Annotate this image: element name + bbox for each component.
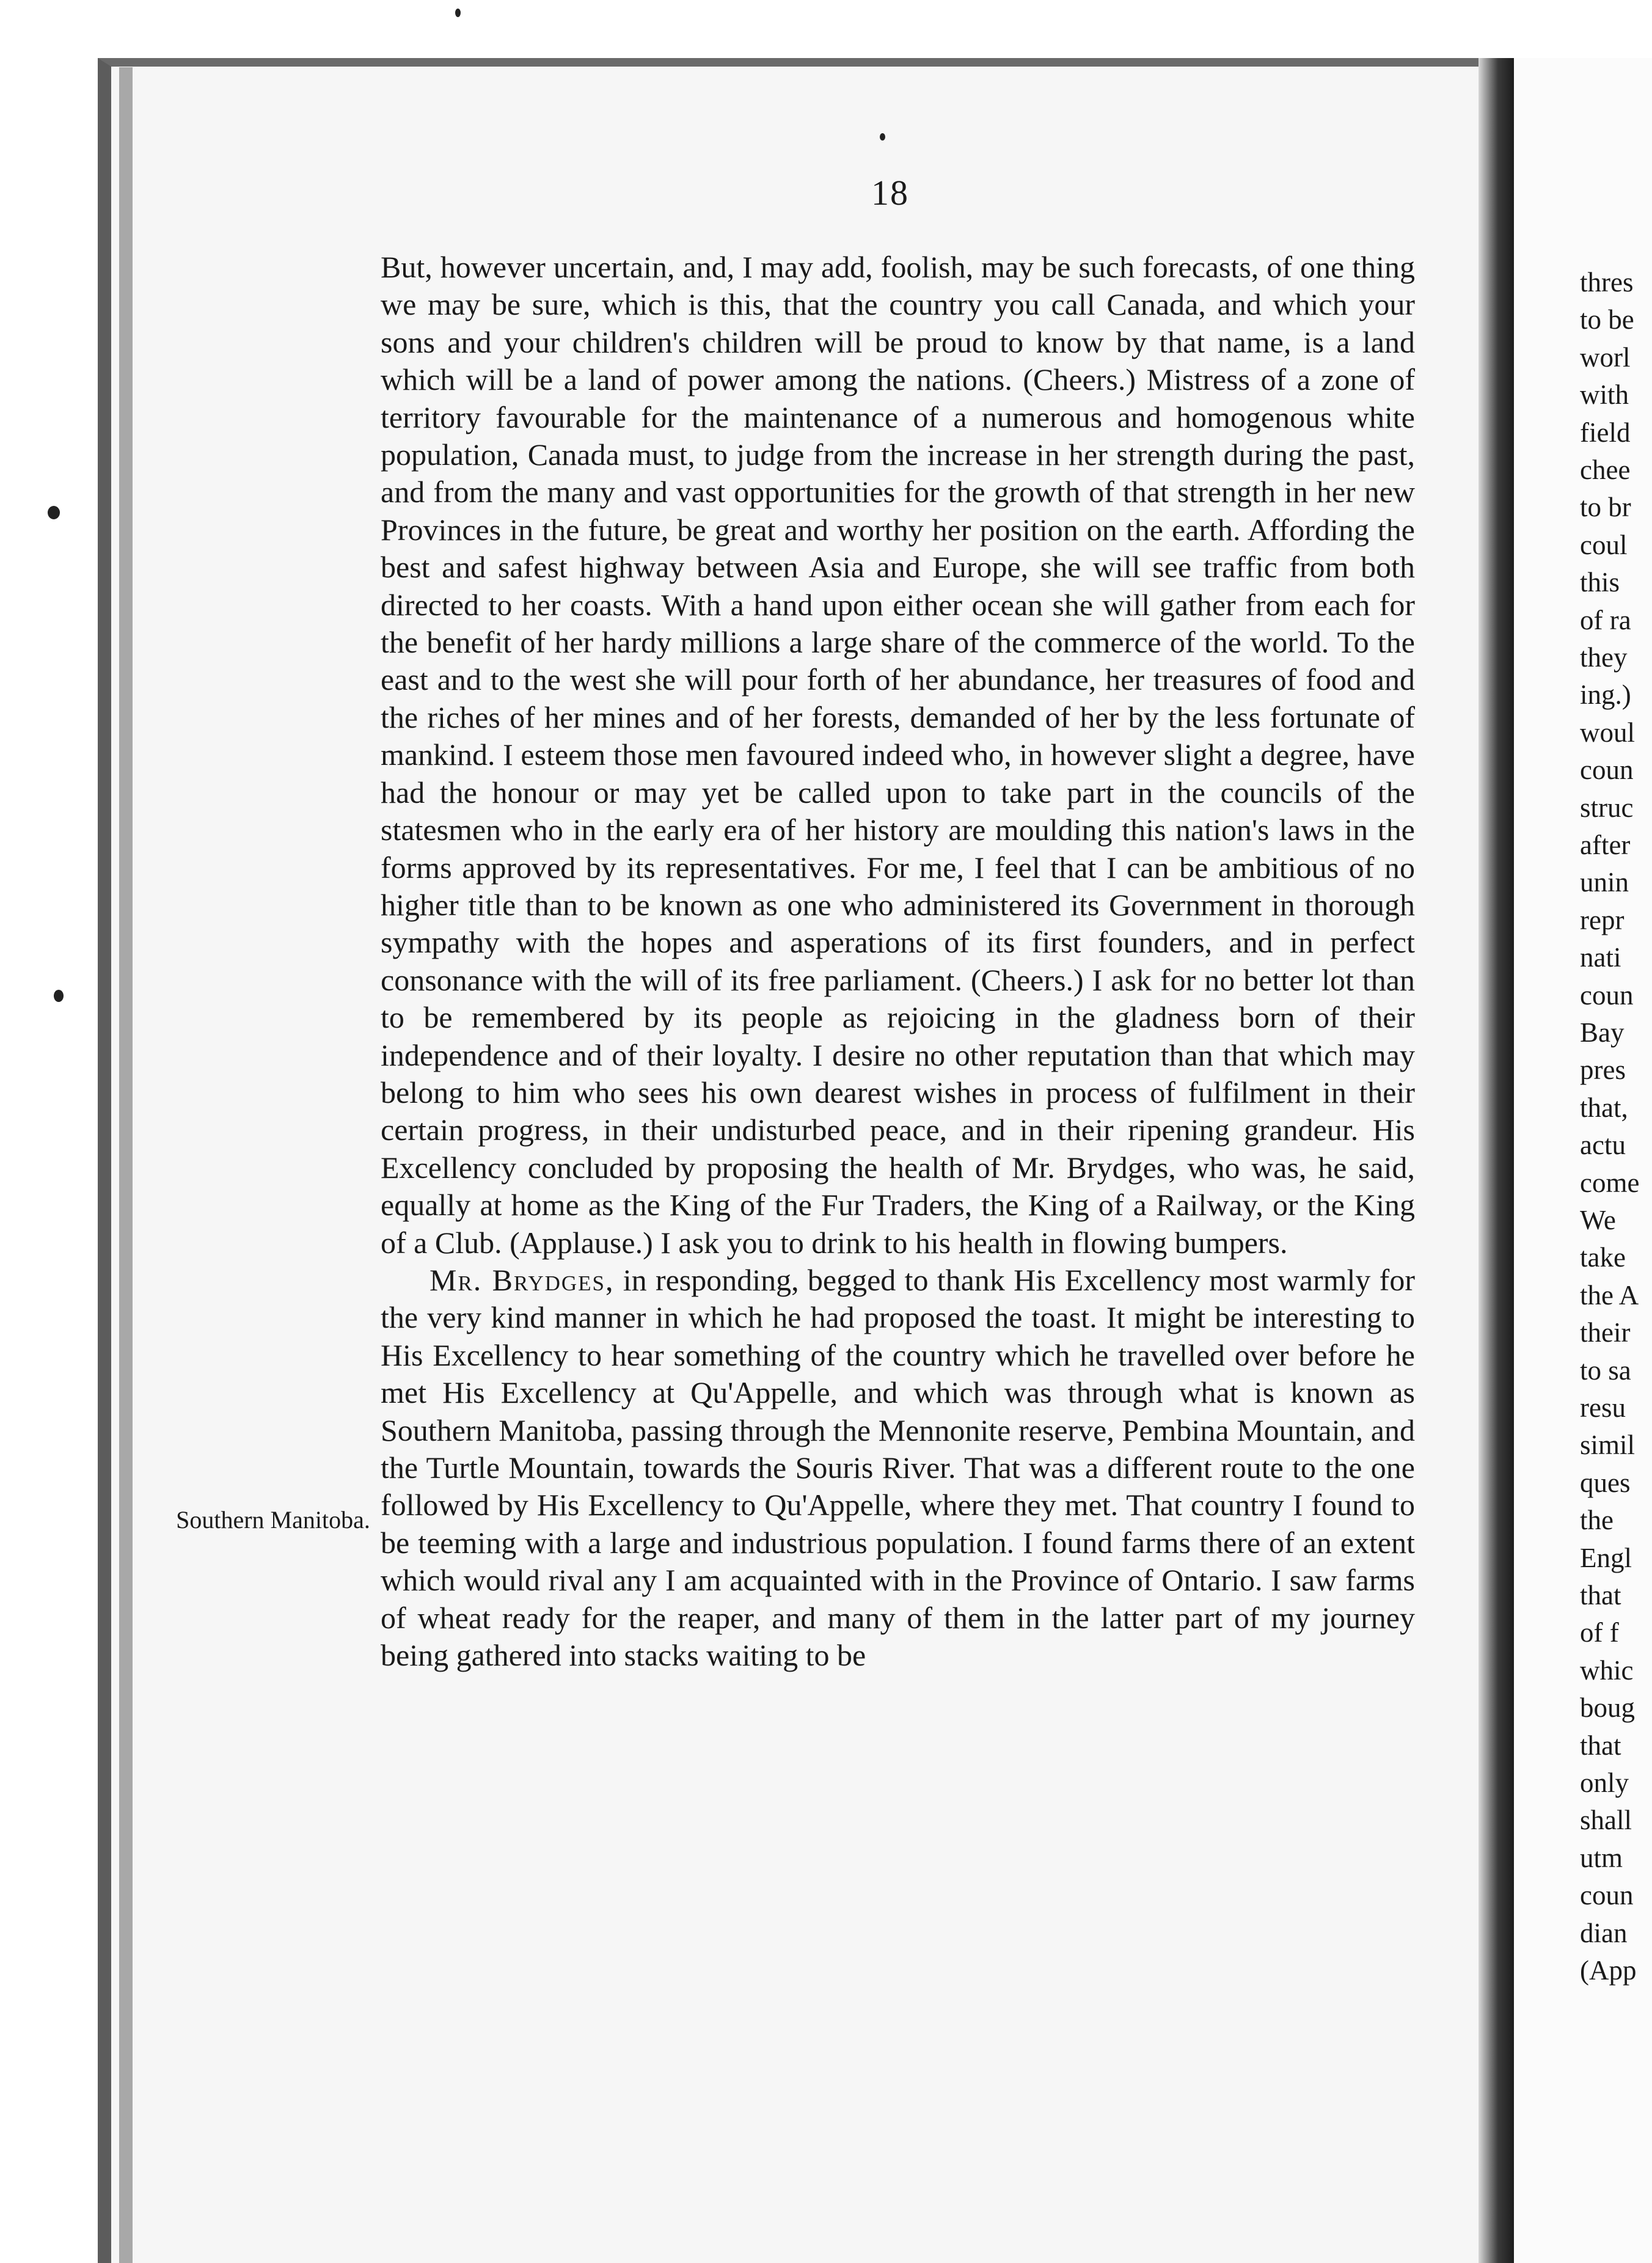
- facing-page-line: We: [1580, 1205, 1616, 1235]
- facing-page-line: whic: [1580, 1654, 1634, 1686]
- facing-page-line: worl: [1580, 342, 1631, 373]
- facing-page-line: the A: [1580, 1279, 1639, 1311]
- facing-page-line: ing.): [1580, 679, 1631, 711]
- facing-page-line: field: [1580, 417, 1631, 448]
- facing-page-line: after: [1580, 830, 1631, 860]
- facing-page-line: utm: [1580, 1842, 1623, 1873]
- paragraph-1: But, however uncertain, and, I may add, foolish, may be such forecasts, of one thing we may be sure, which is this, that the country you call Canada, and which your sons and your children's children will be proud to know by that name, is a land which will be a land of power among the nations. (Cheers.) Mistress of a zone of territory favourable for the maintenance of a numerous and homogenous white population, Canada must, to judge from the increase in her strength during the past, and from the many and vast opportunities for the growth of that strength in her new Provinces in the future, be great and worthy her position on the earth. Affording the best and safest highway between Asia and Europe, she will see traffic from both directed to her coasts. With a hand upon either ocean she will gather from each for the benefit of her hardy millions a large share of the commerce of the world. To the east and to the west she will pour forth of her abundance, her treasures of food and the riches of her mines and of her forests, demanded of her by the less fortunate of mankind. I esteem those men favoured indeed who, in however slight a degree, have had the honour or may yet be called upon to take part in the councils of the statesmen who in the early era of her history are moulding this nation's laws in the forms approved by its representatives. For me, I feel that I can be ambitious of no higher title than to be known as one who administered its Government in thorough sympathy with the hopes and asperations of its first founders, and in perfect consonance with the will of its free parliament. (Cheers.) I ask for no better lot than to be remembered by its people as rejoicing in the gladness born of their independence and of their loyalty. I desire no other reputation than that which may belong to him who sees his own dearest wishes in process of fulfilment in their certain progress, in their undisturbed peace, and in their ripening grandeur. His Excellency concluded by proposing the health of Mr. Brydges, who was, he said, equally at home as the King of the Fur Traders, the King of a Railway, or the King of a Club. (Applause.) I ask you to drink to his health in flowing bumpers.: [381, 250, 1415, 1260]
- speaker-name: Mr. Brydges,: [429, 1262, 615, 1297]
- facing-page-line: coul: [1580, 529, 1628, 560]
- paragraph-2-text: in responding, begged to thank His Excellency most warmly for the very kind manner in which he had proposed the toast. It might be interesting to His Excellency to hear something of the country which he travelled over before he met His Excellency at Qu'Appelle, and which was through what is known as Southern Manitoba, passing through the Mennonite reserve, Pembina Mountain, and the Turtle Mountain, towards the Souris River. That was a different route to the one followed by His Excellency to Qu'Appelle, where they met. That country I found to be teeming with a large and industrious population. I found farms there of an extent which would rival any I am acquainted with in the Province of Ontario. I saw farms of wheat ready for the reaper, and many of them in the latter part of my journey being gathered into stacks waiting to be: [381, 1262, 1415, 1673]
- facing-page-line: to be: [1580, 304, 1634, 335]
- facing-page-line: repr: [1580, 904, 1625, 935]
- facing-page-line: they: [1580, 642, 1628, 673]
- facing-page-line: take: [1580, 1242, 1626, 1273]
- facing-page-line: coun: [1580, 755, 1634, 786]
- scan-speck: [54, 990, 64, 1002]
- paragraph-2: [381, 1262, 1415, 1674]
- facing-page-line: struc: [1580, 792, 1634, 823]
- facing-page-line: Engl: [1580, 1542, 1632, 1573]
- facing-page-line: the: [1580, 1505, 1614, 1536]
- scan-speck: [880, 133, 885, 141]
- facing-page-line: coun: [1580, 1880, 1634, 1911]
- facing-page-line: actu: [1580, 1130, 1626, 1161]
- facing-page: [1514, 58, 1652, 2263]
- facing-page-line: thres: [1580, 267, 1634, 298]
- page-number: 18: [871, 173, 909, 213]
- facing-page-line: that: [1580, 1730, 1621, 1761]
- book-gutter: [1478, 58, 1514, 2263]
- facing-page-line: resu: [1580, 1392, 1626, 1423]
- page-edge-shadow: [119, 67, 133, 2263]
- facing-page-line: only: [1580, 1768, 1629, 1798]
- facing-page-line: woul: [1580, 717, 1635, 748]
- facing-page-line: boug: [1580, 1692, 1635, 1724]
- facing-page-line: ques: [1580, 1467, 1631, 1498]
- facing-page-line: their: [1580, 1317, 1631, 1348]
- facing-page-line: unin: [1580, 867, 1629, 898]
- facing-page-line: nati: [1580, 942, 1621, 973]
- facing-page-line: shall: [1580, 1805, 1632, 1836]
- facing-page-line: coun: [1580, 979, 1634, 1011]
- body-text: [381, 249, 1415, 1674]
- facing-page-line: come: [1580, 1167, 1640, 1198]
- facing-page-line: chee: [1580, 455, 1631, 485]
- facing-page-line: dian: [1580, 1917, 1628, 1948]
- facing-page-line: of ra: [1580, 604, 1631, 635]
- facing-page-line: Bay: [1580, 1017, 1625, 1048]
- facing-page-line: that: [1580, 1580, 1621, 1610]
- facing-page-line: simil: [1580, 1430, 1636, 1461]
- facing-page-line: that,: [1580, 1092, 1628, 1123]
- facing-page-line: this: [1580, 567, 1620, 598]
- scan-speck: [48, 506, 60, 519]
- facing-page-line: to sa: [1580, 1355, 1631, 1386]
- facing-page-line: (App: [1580, 1955, 1637, 1986]
- facing-page-line: with: [1580, 379, 1629, 411]
- facing-page-line: to br: [1580, 492, 1631, 523]
- facing-page-line: pres: [1580, 1055, 1626, 1086]
- scan-border: [0, 0, 107, 2263]
- facing-page-line: of f: [1580, 1617, 1619, 1648]
- scan-speck: [455, 9, 461, 17]
- margin-note: Southern Manitoba.: [176, 1506, 370, 1534]
